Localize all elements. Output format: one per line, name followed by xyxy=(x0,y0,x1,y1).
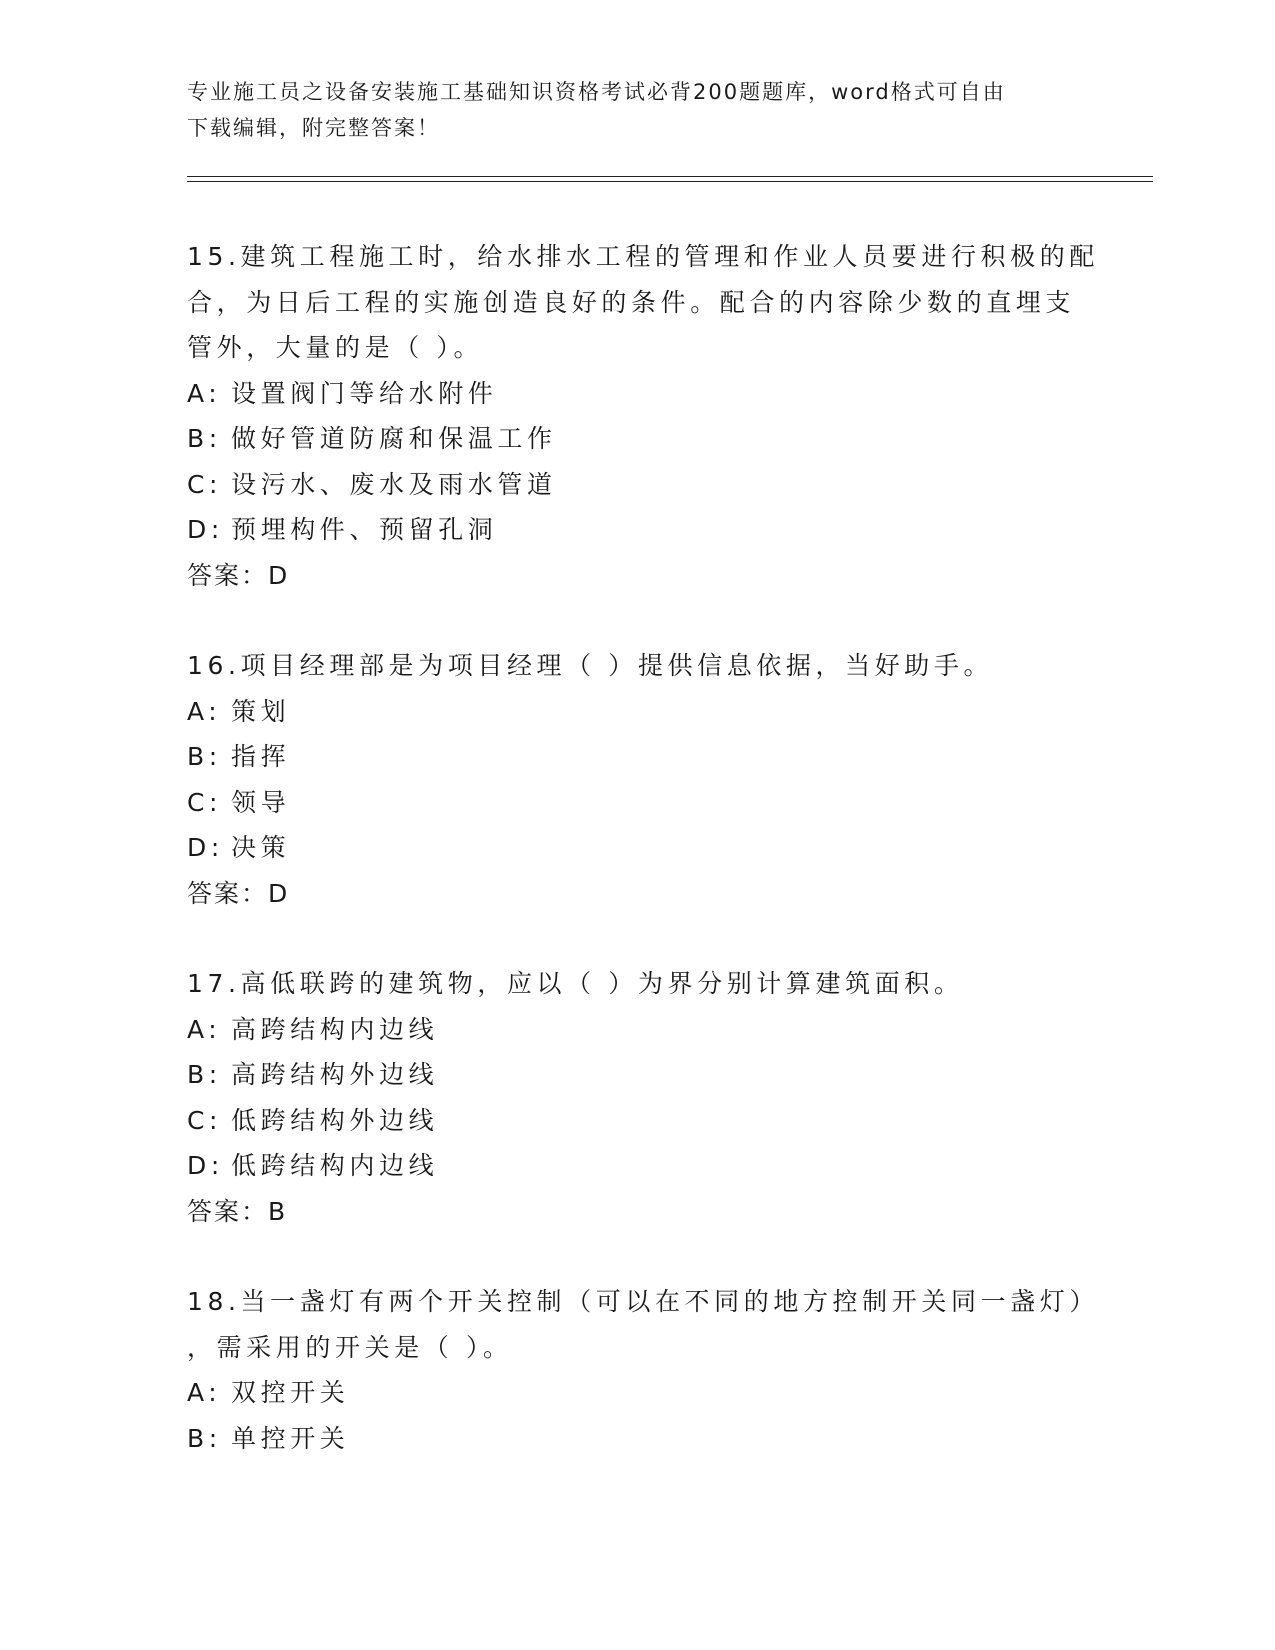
answer-key: 答案：B xyxy=(187,1196,288,1226)
option-letter: D: xyxy=(187,833,224,862)
question-stem-line: 17.高低联跨的建筑物，应以（ ）为界分别计算建筑面积。 xyxy=(187,969,964,998)
answer-option xyxy=(187,689,1087,735)
question-16 xyxy=(187,643,1087,916)
question-17 xyxy=(187,961,1087,1234)
answer-option xyxy=(187,1098,1087,1144)
option-letter: B: xyxy=(187,1423,222,1453)
option-text: 设置阀门等给水附件 xyxy=(231,378,498,408)
question-stem-line: ，需采用的开关是（ ）。 xyxy=(187,1332,513,1362)
option-letter: B: xyxy=(187,742,222,771)
option-text: 预埋构件、预留孔洞 xyxy=(231,515,498,544)
option-text: 高跨结构外边线 xyxy=(231,1060,439,1089)
option-text: 做好管道防腐和保温工作 xyxy=(231,424,557,453)
answer-option xyxy=(187,416,1087,462)
answer-option xyxy=(187,780,1087,826)
header-divider xyxy=(187,176,1153,182)
answer-option xyxy=(187,1052,1087,1098)
option-letter: C: xyxy=(187,1105,223,1135)
option-letter: A: xyxy=(187,696,222,726)
answer-option xyxy=(187,507,1087,553)
answer-option xyxy=(187,1007,1087,1053)
answer-option xyxy=(187,825,1087,871)
question-15 xyxy=(187,234,1099,598)
header-title-line-1: 专业施工员之设备安装施工基础知识资格考试必背200题题库，word格式可自由 xyxy=(187,80,1006,104)
option-letter: C: xyxy=(187,469,223,499)
answer-option xyxy=(187,1416,1087,1462)
question-stem-line: 16.项目经理部是为项目经理（ ）提供信息依据，当好助手。 xyxy=(187,651,994,680)
option-letter: D: xyxy=(187,1151,224,1180)
option-letter: D: xyxy=(187,515,224,544)
option-letter: A: xyxy=(187,1378,222,1407)
option-text: 策划 xyxy=(231,696,291,726)
question-list xyxy=(187,234,1099,1506)
option-text: 低跨结构内边线 xyxy=(231,1151,439,1180)
option-letter: B: xyxy=(187,424,222,453)
option-letter: A: xyxy=(187,1014,222,1044)
option-text: 领导 xyxy=(231,787,291,817)
option-text: 双控开关 xyxy=(231,1378,350,1407)
question-stem-line: 15.建筑工程施工时，给水排水工程的管理和作业人员要进行积极的配 xyxy=(187,242,1099,271)
answer-option xyxy=(187,1143,1087,1189)
option-letter: B: xyxy=(187,1060,222,1089)
answer-option xyxy=(187,734,1087,780)
option-text: 决策 xyxy=(231,833,291,862)
option-text: 高跨结构内边线 xyxy=(231,1014,439,1044)
question-stem xyxy=(187,643,1087,689)
question-stem-line: 管外，大量的是（ ）。 xyxy=(187,333,484,362)
question-stem-line: 18.当一盏灯有两个开关控制（可以在不同的地方控制开关同一盏灯） xyxy=(187,1287,1099,1316)
answer-option xyxy=(187,462,1087,508)
document-header xyxy=(187,74,1067,146)
header-title-line-2: 下载编辑，附完整答案！ xyxy=(187,116,440,140)
question-stem-line: 合，为日后工程的实施创造良好的条件。配合的内容除少数的直埋支 xyxy=(187,287,1076,317)
option-text: 单控开关 xyxy=(231,1423,350,1453)
option-letter: A: xyxy=(187,378,222,408)
question-stem xyxy=(187,961,1087,1007)
question-stem xyxy=(187,1279,1099,1370)
answer-key: 答案：D xyxy=(187,560,290,590)
option-letter: C: xyxy=(187,787,223,817)
option-text: 指挥 xyxy=(231,742,291,771)
question-18 xyxy=(187,1279,1099,1461)
answer-key: 答案：D xyxy=(187,878,290,908)
option-text: 低跨结构外边线 xyxy=(231,1105,439,1135)
option-text: 设污水、废水及雨水管道 xyxy=(231,469,557,499)
answer-option xyxy=(187,1370,1087,1416)
question-stem xyxy=(187,234,1099,371)
answer-option xyxy=(187,371,1087,417)
